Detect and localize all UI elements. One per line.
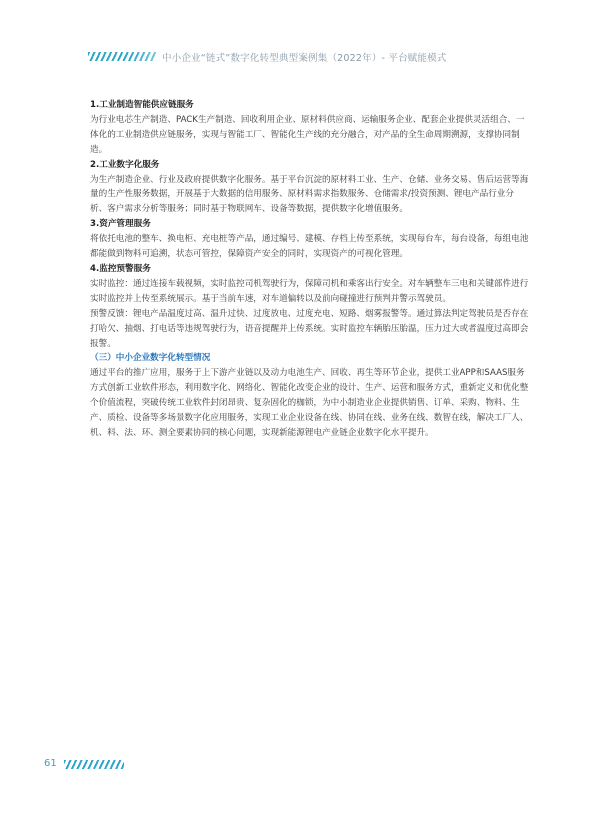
subsection-paragraph: 通过平台的推广应用，服务于上下游产业链以及动力电池生产、回收、再生等环节企业，提供工业APP和SAAS服务方式创新工业软件形态，利用数字化、网络化、智能化改变企业的设计、生产、运营和服务方式，重新定义和优化整个价值流程，突破传统工业软件封闭昂贵、复杂固化的枷锁，为中小制造业企业提供销售、订单、采购、物料、生产、质检、设备等多场景数字化应用服务，实现工业企业设备在线、协同在线、业务在线、数智在线，解决工厂人、机、料、法、环、测全要素协同的核心问题，实现新能源锂电产业链企业数字化水平提升。 (90, 368, 529, 438)
section-2 (90, 158, 530, 218)
page-content (90, 98, 530, 441)
section-4 (90, 262, 530, 351)
section-heading: 4.监控预警服务 (90, 263, 151, 274)
page-header (0, 50, 600, 64)
section-heading: 3.资产管理服务 (90, 219, 151, 230)
subsection (90, 351, 530, 440)
header-title: 中小企业“链式”数字化转型典型案例集（2022年）- 平台赋能模式 (162, 53, 447, 64)
section-paragraph: 实时监控：通过连接车载视频，实时监控司机驾驶行为，保障司机和乘客出行安全。对车辆整车三电和关键部件进行实时监控并上传至系统展示。基于当前车速，对车道偏转以及前向碰撞进行预判并警示驾驶员。 (90, 278, 529, 304)
page-number: 61 (44, 758, 57, 769)
section-paragraph: 为生产制造企业、行业及政府提供数字化服务。基于平台沉淀的原材料工业、生产、仓储、业务交易、售后运营等海量的生产性服务数据，开展基于大数据的信用服务、原材料需求指数服务、仓储需求/投资预测、锂电产品行业分析、客户需求分析等服务；同时基于物联网车、设备等数据，提供数字化增值服务。 (90, 174, 529, 215)
section-paragraph: 为行业电芯生产制造、PACK生产制造、回收利用企业、原材料供应商、运输服务企业、配套企业提供灵活组合、一体化的工业制造供应链服务，实现与智能工厂、智能化生产线的充分融合，对产品的全生命周期溯源，支撑协同制造。 (90, 114, 525, 155)
section-1 (90, 98, 530, 158)
section-paragraph: 将依托电池的整车、换电柜、充电桩等产品，通过编号、建模、存档上传至系统，实现每台车，每台设备，每组电池都能做到物料可追溯，状态可管控，保障资产安全的同时，实现资产的可视化管理。 (90, 234, 529, 260)
footer-stripe-decoration (64, 760, 124, 769)
section-3 (90, 217, 530, 262)
page-footer (44, 758, 244, 770)
section-heading: 1.工业制造智能供应链服务 (90, 100, 194, 110)
subsection-heading: （三）中小企业数字化转型情况 (90, 353, 211, 364)
section-heading: 2.工业数字化服务 (90, 159, 160, 170)
section-paragraph: 预警反馈：锂电产品温度过高、温升过快、过度放电、过度充电、短路、烟雾报警等。通过算法判定驾驶员是否存在打哈欠、抽烟、打电话等违规驾驶行为，语音提醒并上传系统。实时监控车辆胎压胎温，压力过大或者温度过高即会报警。 (90, 308, 529, 349)
header-stripe-decoration (88, 52, 156, 61)
